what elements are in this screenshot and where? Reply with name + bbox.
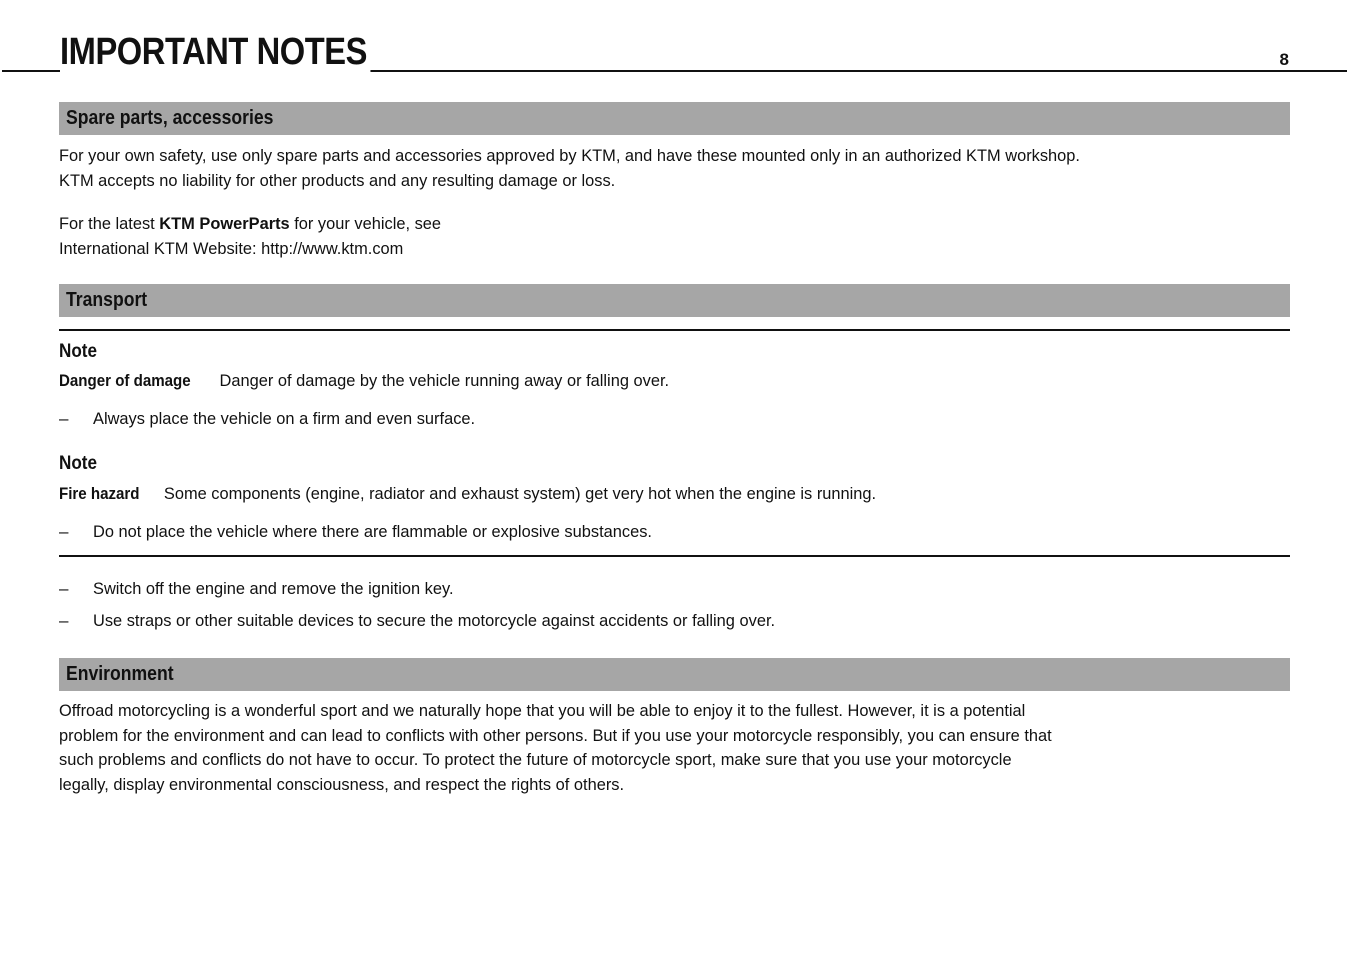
spare-parts-paragraph-line-2: KTM accepts no liability for other products and any resulting damage or loss. [59,170,616,190]
transport-notes-box [59,329,1290,557]
list-item [59,609,1290,633]
environment-line-4: legally, display environmental consciousness, and respect the rights of others. [59,774,625,794]
list-item-text: Use straps or other suitable devices to secure the motorcycle against accidents or falling over. [93,611,776,630]
list-item [59,520,1290,544]
section-title-spare-parts: Spare parts, accessories [66,107,274,129]
note-heading: Note [59,453,98,474]
powerparts-suffix: for your vehicle, see [289,214,442,233]
note-heading: Note [59,341,98,362]
note-term-danger-of-damage: Danger of damage [59,371,191,390]
page-content [59,102,1290,797]
section-header-transport [59,284,1290,317]
note-term-fire-hazard: Fire hazard [59,484,140,503]
section-header-spare-parts [59,102,1290,135]
page-title: IMPORTANT NOTES [60,30,370,74]
dash-bullet: – [59,579,69,598]
note-description: Some components (engine, radiator and exhaust system) get very hot when the engine is running. [163,484,877,503]
powerparts-line [59,212,1247,237]
list-item-text: Always place the vehicle on a firm and even surface. [93,409,476,428]
spare-parts-paragraph-line-1: For your own safety, use only spare parts and accessories approved by KTM, and have these mounted only in an authorized KTM workshop. [59,146,1081,165]
list-item [59,407,1290,431]
list-item-text: Do not place the vehicle where there are flammable or explosive substances. [93,522,652,541]
list-item-text: Switch off the engine and remove the ignition key. [93,579,454,598]
environment-line-2: problem for the environment and can lead to conflicts with other persons. But if you use your motorcycle responsibly, you can ensure that [59,725,1052,745]
dash-bullet: – [59,611,69,630]
note-fire-hazard [59,482,1247,506]
note-danger-of-damage [59,369,1247,393]
section-header-environment [59,658,1290,691]
page-header [0,0,1349,74]
environment-line-1: Offroad motorcycling is a wonderful sport and we naturally hope that you will be able to enjoy it to the fullest. However, it is a potential [59,701,1026,720]
environment-line-3: such problems and conflicts do not have to occur. To protect the future of motorcycle sport, make sure that you use your motorcycle [59,750,1012,769]
dash-bullet: – [59,522,69,541]
dash-bullet: – [59,409,69,428]
list-item [59,577,1290,601]
website-line: International KTM Website: http://www.ktm.com [59,238,404,258]
section-title-environment: Environment [66,663,174,685]
page-number: 8 [1276,50,1289,70]
section-title-transport: Transport [66,289,148,311]
note-description: Danger of damage by the vehicle running away or falling over. [219,371,670,390]
powerparts-name: KTM PowerParts [159,214,290,233]
powerparts-prefix: For the latest [59,214,160,233]
